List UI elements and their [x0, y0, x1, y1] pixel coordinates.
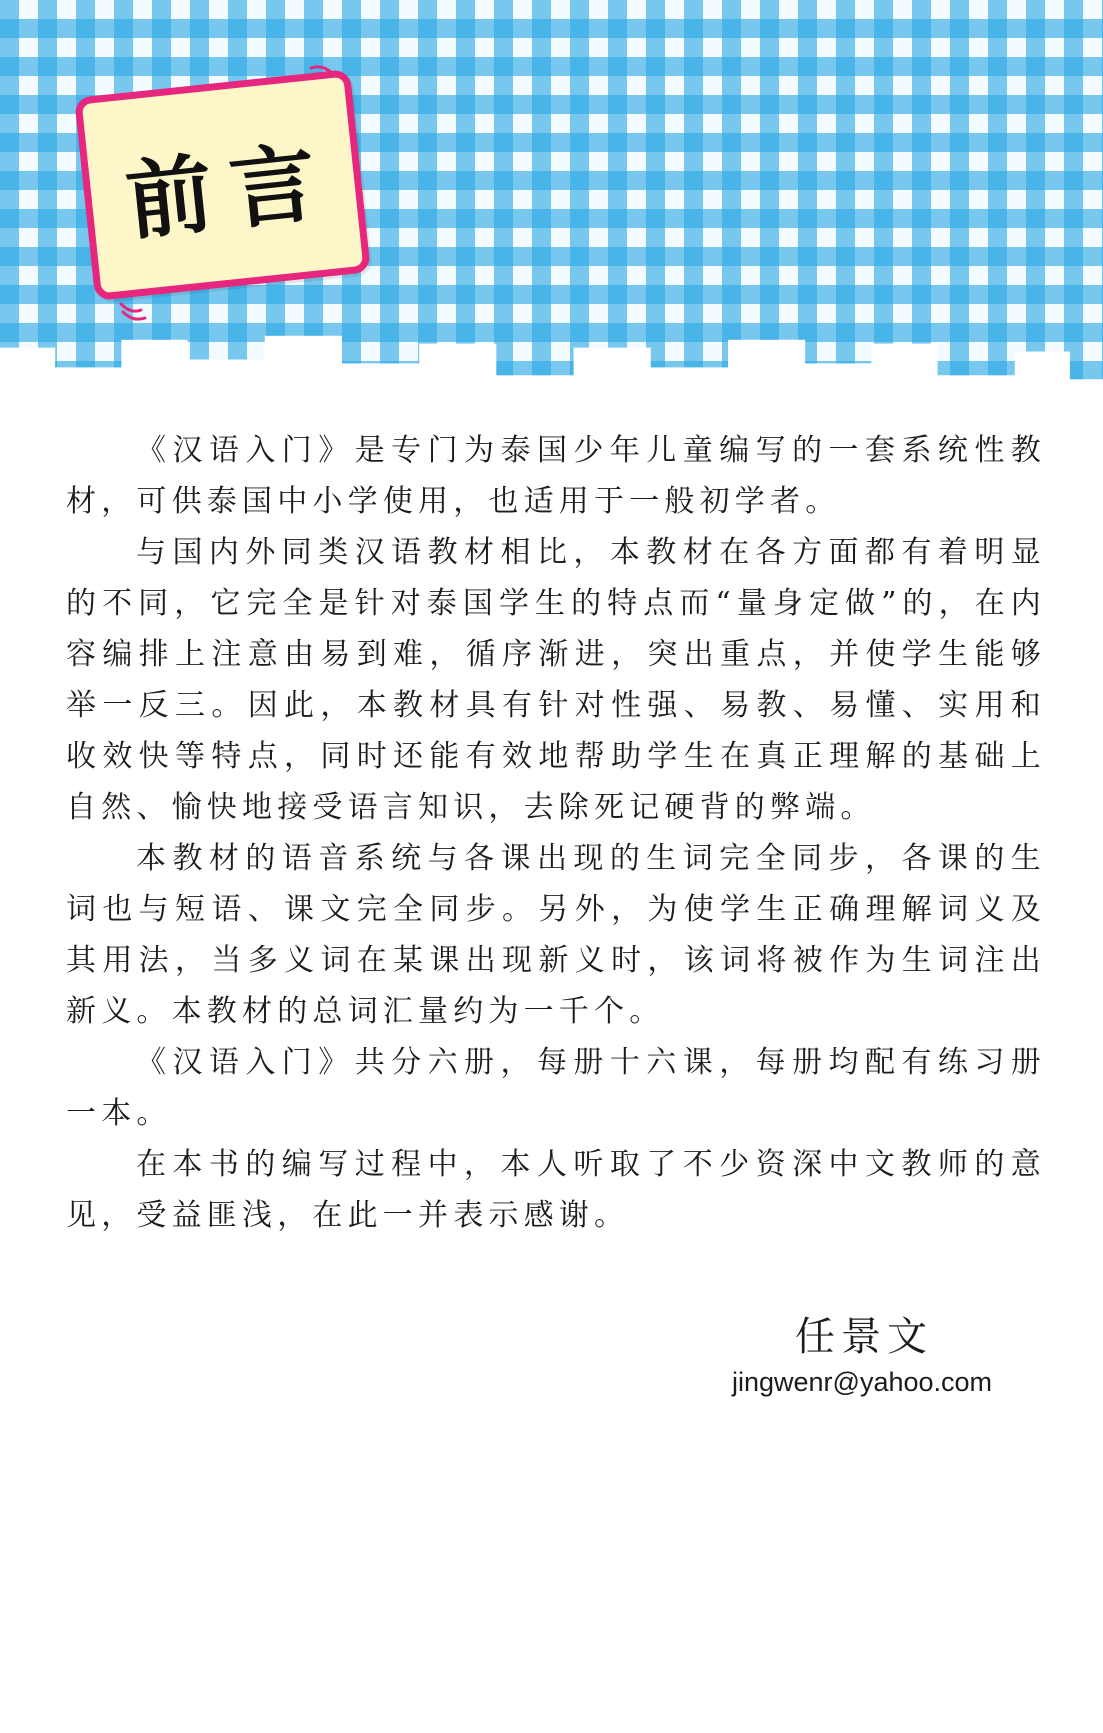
paragraph: 在本书的编写过程中，本人听取了不少资深中文教师的意见，受益匪浅，在此一并表示感谢。 — [66, 1147, 1046, 1233]
title-card — [74, 69, 371, 301]
author-email: jingwenr@yahoo.com — [732, 1367, 993, 1397]
page-title: 前言 — [121, 131, 339, 253]
author-signature: 任景文 — [795, 1314, 933, 1360]
paragraph: 与国内外同类汉语教材相比，本教材在各方面都有着明显的不同，它完全是针对泰国学生的特点而“量身定做”的，在内容编排上注意由易到难，循序渐进，突出重点，并使学生能够举一反三。因此，本教材具有针对性强、易教、易懂、实用和收效快等特点，同时还能有效地帮助学生在真正理解的基础上自然、愉快地接受语言知识，去除死记硬背的弊端。 — [66, 535, 1046, 825]
paragraph: 《汉语入门》共分六册，每册十六课，每册均配有练习册一本。 — [66, 1045, 1046, 1131]
motion-lines-icon — [115, 288, 151, 324]
preface-body — [66, 425, 1046, 1241]
paragraph: 本教材的语音系统与各课出现的生词完全同步，各课的生词也与短语、课文完全同步。另外，为使学生正确理解词义及其用法，当多义词在某课出现新义时，该词将被作为生词注出新义。本教材的总词汇量约为一千个。 — [66, 841, 1046, 1029]
paragraph: 《汉语入门》是专门为泰国少年儿童编写的一套系统性教材，可供泰国中小学使用，也适用于一般初学者。 — [66, 433, 1046, 519]
